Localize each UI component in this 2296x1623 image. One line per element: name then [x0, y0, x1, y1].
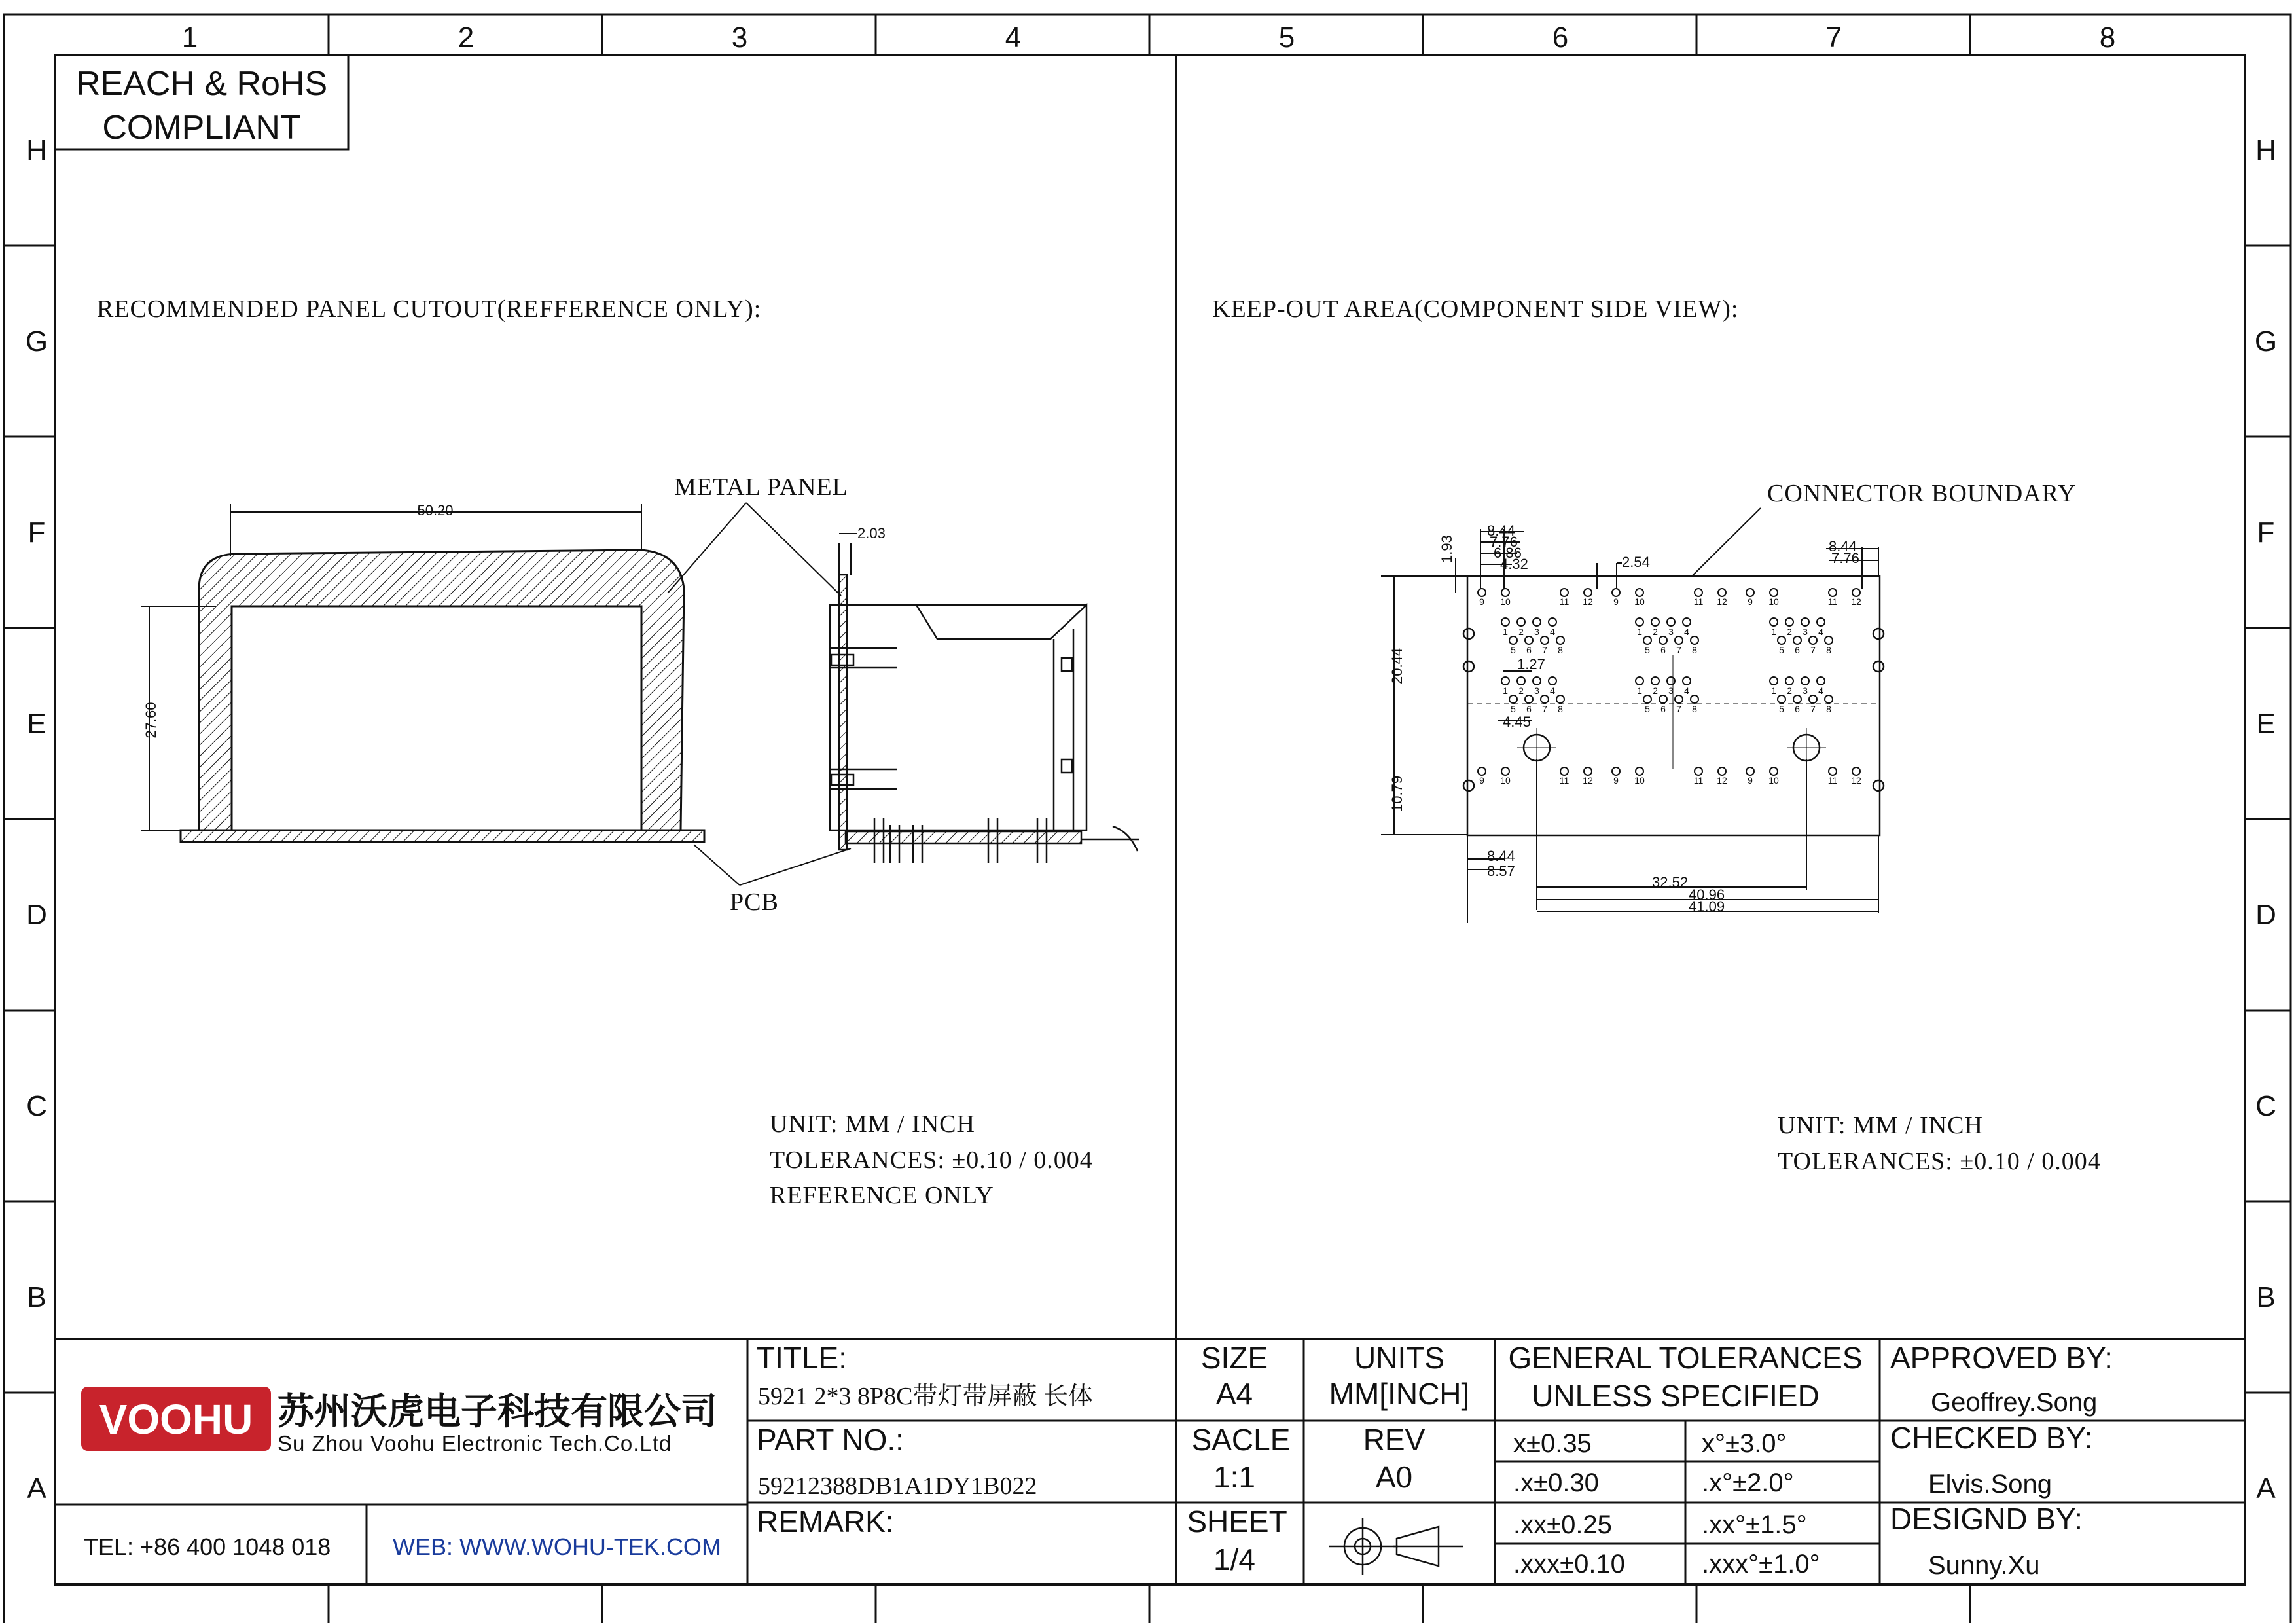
dim-4109: 41.09 — [1689, 898, 1725, 915]
led-pin — [1718, 767, 1726, 775]
led-pin-label: 11 — [1693, 596, 1704, 607]
signal-pin-label: 8 — [1826, 704, 1831, 714]
scale-value: 1:1 — [1213, 1460, 1255, 1494]
led-pin — [1636, 589, 1643, 596]
signal-pin-label: 5 — [1779, 704, 1784, 714]
compliance-line1: REACH & RoHS — [75, 65, 328, 103]
signal-pin-label: 5 — [1511, 704, 1516, 714]
dim-857: 8.57 — [1487, 863, 1515, 879]
tol-angle-3: .xxx°±1.0° — [1702, 1550, 1820, 1578]
led-pin — [1746, 767, 1754, 775]
zone-ticks — [4, 14, 2291, 1623]
signal-pin — [1517, 618, 1525, 626]
signal-pin — [1541, 695, 1549, 703]
dim-4096: 40.96 — [1689, 886, 1725, 903]
zone-row-e-left: E — [27, 708, 46, 740]
zone-row-f-left: F — [27, 517, 46, 549]
zone-row-b-left: B — [27, 1281, 46, 1313]
signal-pin — [1770, 618, 1778, 626]
size-label: SIZE — [1200, 1341, 1268, 1375]
zone-row-h-left: H — [26, 134, 47, 166]
dim-1079: 10.79 — [1389, 775, 1405, 812]
dim-127: 1.27 — [1517, 656, 1545, 672]
signal-pin-label: 2 — [1653, 627, 1658, 637]
zone-row-b-right: B — [2256, 1281, 2276, 1313]
title-label: TITLE: — [757, 1341, 848, 1375]
sheet-label: SHEET — [1187, 1504, 1287, 1539]
approved-label: APPROVED BY: — [1890, 1341, 2113, 1375]
designed-value: Sunny.Xu — [1928, 1551, 2040, 1580]
signal-pin — [1651, 677, 1659, 685]
signal-pin — [1643, 695, 1651, 703]
gt-line2: UNLESS SPECIFIED — [1532, 1379, 1820, 1413]
led-pin-label: 10 — [1634, 775, 1645, 786]
web-link[interactable]: WEB: WWW.WOHU-TEK.COM — [393, 1533, 721, 1560]
signal-pin-label: 6 — [1795, 704, 1800, 714]
sheet-value: 1/4 — [1213, 1542, 1255, 1577]
signal-pin — [1636, 618, 1643, 626]
led-pin — [1501, 589, 1509, 596]
company-name-en: Su Zhou Voohu Electronic Tech.Co.Ltd — [278, 1431, 672, 1455]
signal-pin — [1667, 618, 1675, 626]
led-pin — [1584, 589, 1592, 596]
signal-pin — [1501, 618, 1509, 626]
signal-pin-label: 8 — [1826, 645, 1831, 655]
signal-pin — [1525, 695, 1533, 703]
signal-pin — [1683, 618, 1691, 626]
remark-label: REMARK: — [757, 1504, 894, 1539]
signal-pin-label: 4 — [1550, 685, 1555, 696]
metal-panel-leader — [668, 503, 841, 596]
signal-pin-label: 7 — [1676, 645, 1681, 655]
approved-value: Geoffrey.Song — [1931, 1388, 2098, 1417]
led-pin — [1636, 767, 1643, 775]
signal-pin-label: 2 — [1787, 685, 1792, 696]
tol-linear-3: .xxx±0.10 — [1513, 1550, 1625, 1578]
led-pin — [1829, 767, 1837, 775]
signal-pin-label: 7 — [1810, 645, 1816, 655]
signal-pin — [1793, 695, 1801, 703]
led-pin-label: 11 — [1559, 596, 1570, 607]
tol-linear-1: .x±0.30 — [1513, 1468, 1599, 1497]
signal-pin — [1801, 618, 1809, 626]
led-pin-label: 10 — [1500, 596, 1511, 607]
zone-row-d-left: D — [26, 899, 47, 931]
left-unit-note: UNIT: MM / INCH — [770, 1110, 975, 1138]
led-pin-label: 12 — [1717, 775, 1727, 786]
led-pin — [1746, 589, 1754, 596]
signal-pin — [1659, 636, 1667, 644]
title-block-lines — [55, 1339, 2245, 1584]
signal-pin-label: 4 — [1818, 685, 1823, 696]
tol-linear-2: .xx±0.25 — [1513, 1510, 1612, 1539]
led-pin — [1852, 767, 1860, 775]
signal-pin-label: 2 — [1518, 685, 1524, 696]
zone-col-6: 6 — [1552, 22, 1569, 54]
dim-3252: 32.52 — [1652, 874, 1689, 890]
signal-pin-label: 6 — [1795, 645, 1800, 655]
signal-pin-label: 7 — [1542, 704, 1547, 714]
dim-776b: 7.76 — [1831, 550, 1859, 566]
signal-pin-label: 1 — [1637, 685, 1642, 696]
boundary-leader — [1692, 508, 1761, 576]
signal-pin — [1659, 695, 1667, 703]
led-pin-label: 11 — [1827, 775, 1838, 786]
pcb-label: PCB — [730, 888, 779, 916]
part-value: 59212388DB1A1DY1B022 — [758, 1472, 1037, 1500]
signal-pin — [1541, 636, 1549, 644]
connector-side-view — [830, 543, 1139, 863]
signal-pin — [1636, 677, 1643, 685]
signal-pin-label: 6 — [1660, 704, 1666, 714]
led-pin — [1695, 767, 1702, 775]
led-pin-label: 10 — [1500, 775, 1511, 786]
led-pin — [1612, 767, 1620, 775]
keepout-dimensions — [1381, 529, 1878, 923]
signal-pin-label: 2 — [1653, 685, 1658, 696]
metal-panel-label: METAL PANEL — [674, 473, 848, 501]
dim-776a: 7.76 — [1490, 534, 1518, 550]
designed-label: DESIGND BY: — [1890, 1502, 2083, 1536]
tol-angle-2: .xx°±1.5° — [1702, 1510, 1807, 1539]
voohu-logo-text: VOOHU — [99, 1396, 253, 1443]
size-value: A4 — [1215, 1377, 1253, 1411]
signal-pin — [1691, 695, 1698, 703]
signal-pin — [1778, 636, 1785, 644]
led-pin-label: 12 — [1583, 596, 1593, 607]
signal-pin-label: 8 — [1692, 645, 1697, 655]
units-value: MM[INCH] — [1329, 1377, 1470, 1411]
led-pin — [1478, 767, 1486, 775]
led-pin — [1829, 589, 1837, 596]
dim-2044: 20.44 — [1389, 647, 1405, 684]
signal-pin — [1825, 636, 1833, 644]
signal-pin — [1778, 695, 1785, 703]
signal-pin-label: 1 — [1771, 685, 1776, 696]
led-pin-label: 12 — [1717, 596, 1727, 607]
dim-844a: 8.44 — [1487, 522, 1515, 539]
outer-border — [4, 14, 2291, 1623]
led-pin — [1560, 767, 1568, 775]
zone-row-e-right: E — [2256, 708, 2276, 740]
zone-row-c-left: C — [26, 1090, 47, 1122]
zone-row-g-left: G — [25, 325, 48, 357]
zone-row-f-right: F — [2257, 517, 2275, 549]
signal-pin-label: 5 — [1779, 645, 1784, 655]
led-pin — [1560, 589, 1568, 596]
zone-col-8: 8 — [2099, 22, 2116, 54]
zone-col-3: 3 — [731, 22, 748, 54]
signal-pin — [1501, 677, 1509, 685]
signal-pin-label: 7 — [1542, 645, 1547, 655]
signal-pin — [1785, 618, 1793, 626]
rev-label: REV — [1363, 1423, 1426, 1457]
signal-pin-label: 5 — [1645, 704, 1650, 714]
signal-pin-label: 6 — [1526, 704, 1532, 714]
signal-pin-label: 8 — [1692, 704, 1697, 714]
pin-grid — [1478, 589, 1861, 786]
signal-pin — [1556, 695, 1564, 703]
right-tolerance-note: TOLERANCES: ±0.10 / 0.004 — [1778, 1148, 2101, 1175]
pcb-leader — [694, 845, 851, 885]
signal-pin — [1691, 636, 1698, 644]
signal-pin — [1651, 618, 1659, 626]
signal-pin-label: 5 — [1645, 645, 1650, 655]
dim-686: 6.86 — [1494, 545, 1522, 561]
zone-col-1: 1 — [181, 22, 198, 54]
rev-value: A0 — [1375, 1460, 1413, 1494]
signal-pin-label: 3 — [1668, 685, 1674, 696]
signal-pin-label: 4 — [1818, 627, 1823, 637]
signal-pin — [1509, 636, 1517, 644]
zone-row-a-right: A — [2256, 1472, 2276, 1504]
led-pin-label: 9 — [1748, 775, 1753, 786]
compliance-line2: COMPLIANT — [102, 109, 301, 147]
led-pin — [1770, 767, 1778, 775]
signal-pin — [1785, 677, 1793, 685]
signal-pin — [1509, 695, 1517, 703]
signal-pin-label: 3 — [1534, 685, 1539, 696]
pcb-left — [181, 830, 704, 842]
projection-symbol-icon — [1329, 1518, 1463, 1575]
signal-pin — [1643, 636, 1651, 644]
signal-pin — [1817, 618, 1825, 626]
signal-pin — [1533, 677, 1541, 685]
led-pin — [1852, 589, 1860, 596]
zone-row-a-left: A — [27, 1472, 46, 1504]
dim-193: 1.93 — [1439, 535, 1455, 563]
zone-labels — [26, 22, 2277, 1504]
dim-thickness-label: 2.03 — [857, 525, 886, 541]
signal-pin-label: 8 — [1558, 645, 1563, 655]
led-pin-label: 11 — [1693, 775, 1704, 786]
signal-pin-label: 1 — [1771, 627, 1776, 637]
signal-pin-label: 4 — [1684, 627, 1689, 637]
right-view-title: KEEP-OUT AREA(COMPONENT SIDE VIEW): — [1212, 295, 1739, 323]
signal-pin — [1556, 636, 1564, 644]
tol-angle-0: x°±3.0° — [1702, 1429, 1787, 1458]
company-name-cn: 苏州沃虎电子科技有限公司 — [278, 1391, 717, 1432]
led-pin — [1501, 767, 1509, 775]
signal-pin-label: 2 — [1518, 627, 1524, 637]
led-pin-label: 12 — [1583, 775, 1593, 786]
dim-844b: 8.44 — [1829, 538, 1857, 555]
led-pin — [1612, 589, 1620, 596]
signal-pin-label: 4 — [1550, 627, 1555, 637]
signal-pin — [1549, 618, 1556, 626]
tol-linear-0: x±0.35 — [1513, 1429, 1592, 1458]
signal-pin-label: 1 — [1503, 685, 1508, 696]
signal-pin — [1549, 677, 1556, 685]
signal-pin-label: 8 — [1558, 704, 1563, 714]
signal-pin — [1793, 636, 1801, 644]
signal-pin-label: 5 — [1511, 645, 1516, 655]
keepout-dim-labels — [1389, 522, 1859, 915]
dim-432: 4.32 — [1500, 556, 1528, 572]
dim-width-label: 50.20 — [417, 502, 454, 519]
signal-pin — [1675, 695, 1683, 703]
title-value: 5921 2*3 8P8C带灯带屏蔽 长体 — [758, 1383, 1093, 1410]
zone-row-g-right: G — [2254, 325, 2278, 357]
tel-text: TEL: +86 400 1048 018 — [84, 1533, 331, 1560]
scale-label: SACLE — [1191, 1423, 1291, 1457]
left-reference-note: REFERENCE ONLY — [770, 1182, 994, 1209]
signal-pin — [1525, 636, 1533, 644]
led-pin-label: 10 — [1768, 775, 1779, 786]
led-pin — [1770, 589, 1778, 596]
signal-pin — [1825, 695, 1833, 703]
signal-pin-label: 3 — [1803, 627, 1808, 637]
signal-pin-label: 1 — [1503, 627, 1508, 637]
led-pin-label: 10 — [1634, 596, 1645, 607]
signal-pin-label: 7 — [1810, 704, 1816, 714]
signal-pin-label: 6 — [1660, 645, 1666, 655]
signal-pin — [1683, 677, 1691, 685]
checked-label: CHECKED BY: — [1890, 1421, 2093, 1455]
led-pin-label: 12 — [1851, 775, 1861, 786]
led-pin-label: 9 — [1479, 596, 1484, 607]
right-unit-note: UNIT: MM / INCH — [1778, 1112, 1983, 1139]
signal-pin-label: 7 — [1676, 704, 1681, 714]
checked-value: Elvis.Song — [1928, 1470, 2052, 1499]
led-pin-label: 10 — [1768, 596, 1779, 607]
led-pin — [1584, 767, 1592, 775]
signal-pin — [1801, 677, 1809, 685]
zone-row-c-right: C — [2255, 1090, 2276, 1122]
gt-line1: GENERAL TOLERANCES — [1508, 1341, 1863, 1375]
signal-pin — [1675, 636, 1683, 644]
signal-pin-label: 6 — [1526, 645, 1532, 655]
led-pin — [1695, 589, 1702, 596]
led-pin-label: 9 — [1613, 596, 1619, 607]
dim-844c: 8.44 — [1487, 848, 1515, 864]
signal-pin-label: 1 — [1637, 627, 1642, 637]
zone-col-7: 7 — [1825, 22, 1842, 54]
signal-pin — [1517, 677, 1525, 685]
zone-row-d-right: D — [2255, 899, 2276, 931]
signal-pin-label: 4 — [1684, 685, 1689, 696]
led-pin-label: 9 — [1613, 775, 1619, 786]
left-tolerance-note: TOLERANCES: ±0.10 / 0.004 — [770, 1146, 1093, 1174]
signal-pin-label: 3 — [1534, 627, 1539, 637]
zone-col-4: 4 — [1005, 22, 1022, 54]
signal-pin — [1817, 677, 1825, 685]
signal-pin — [1809, 636, 1817, 644]
dim-254: 2.54 — [1622, 554, 1650, 570]
led-pin-label: 11 — [1827, 596, 1838, 607]
signal-pin-label: 2 — [1787, 627, 1792, 637]
led-pin — [1478, 589, 1486, 596]
signal-pin — [1667, 677, 1675, 685]
led-pin-label: 9 — [1748, 596, 1753, 607]
led-pin-label: 11 — [1559, 775, 1570, 786]
signal-pin — [1809, 695, 1817, 703]
led-pin — [1718, 589, 1726, 596]
panel-cutout — [199, 550, 684, 830]
zone-row-h-right: H — [2255, 134, 2276, 166]
left-view-title: RECOMMENDED PANEL CUTOUT(REFFERENCE ONLY): — [97, 295, 762, 323]
dim-445: 4.45 — [1503, 714, 1531, 730]
dim-height-label: 27.60 — [143, 702, 159, 739]
signal-pin-label: 3 — [1668, 627, 1674, 637]
signal-pin — [1770, 677, 1778, 685]
led-pin-label: 9 — [1479, 775, 1484, 786]
connector-boundary-label: CONNECTOR BOUNDARY — [1767, 480, 2077, 507]
signal-pin-label: 3 — [1803, 685, 1808, 696]
zone-col-5: 5 — [1278, 22, 1295, 54]
led-pin-label: 12 — [1851, 596, 1861, 607]
part-label: PART NO.: — [757, 1423, 904, 1457]
units-label: UNITS — [1354, 1341, 1444, 1375]
zone-col-2: 2 — [457, 22, 475, 54]
signal-pin — [1533, 618, 1541, 626]
tol-angle-1: .x°±2.0° — [1702, 1468, 1794, 1497]
